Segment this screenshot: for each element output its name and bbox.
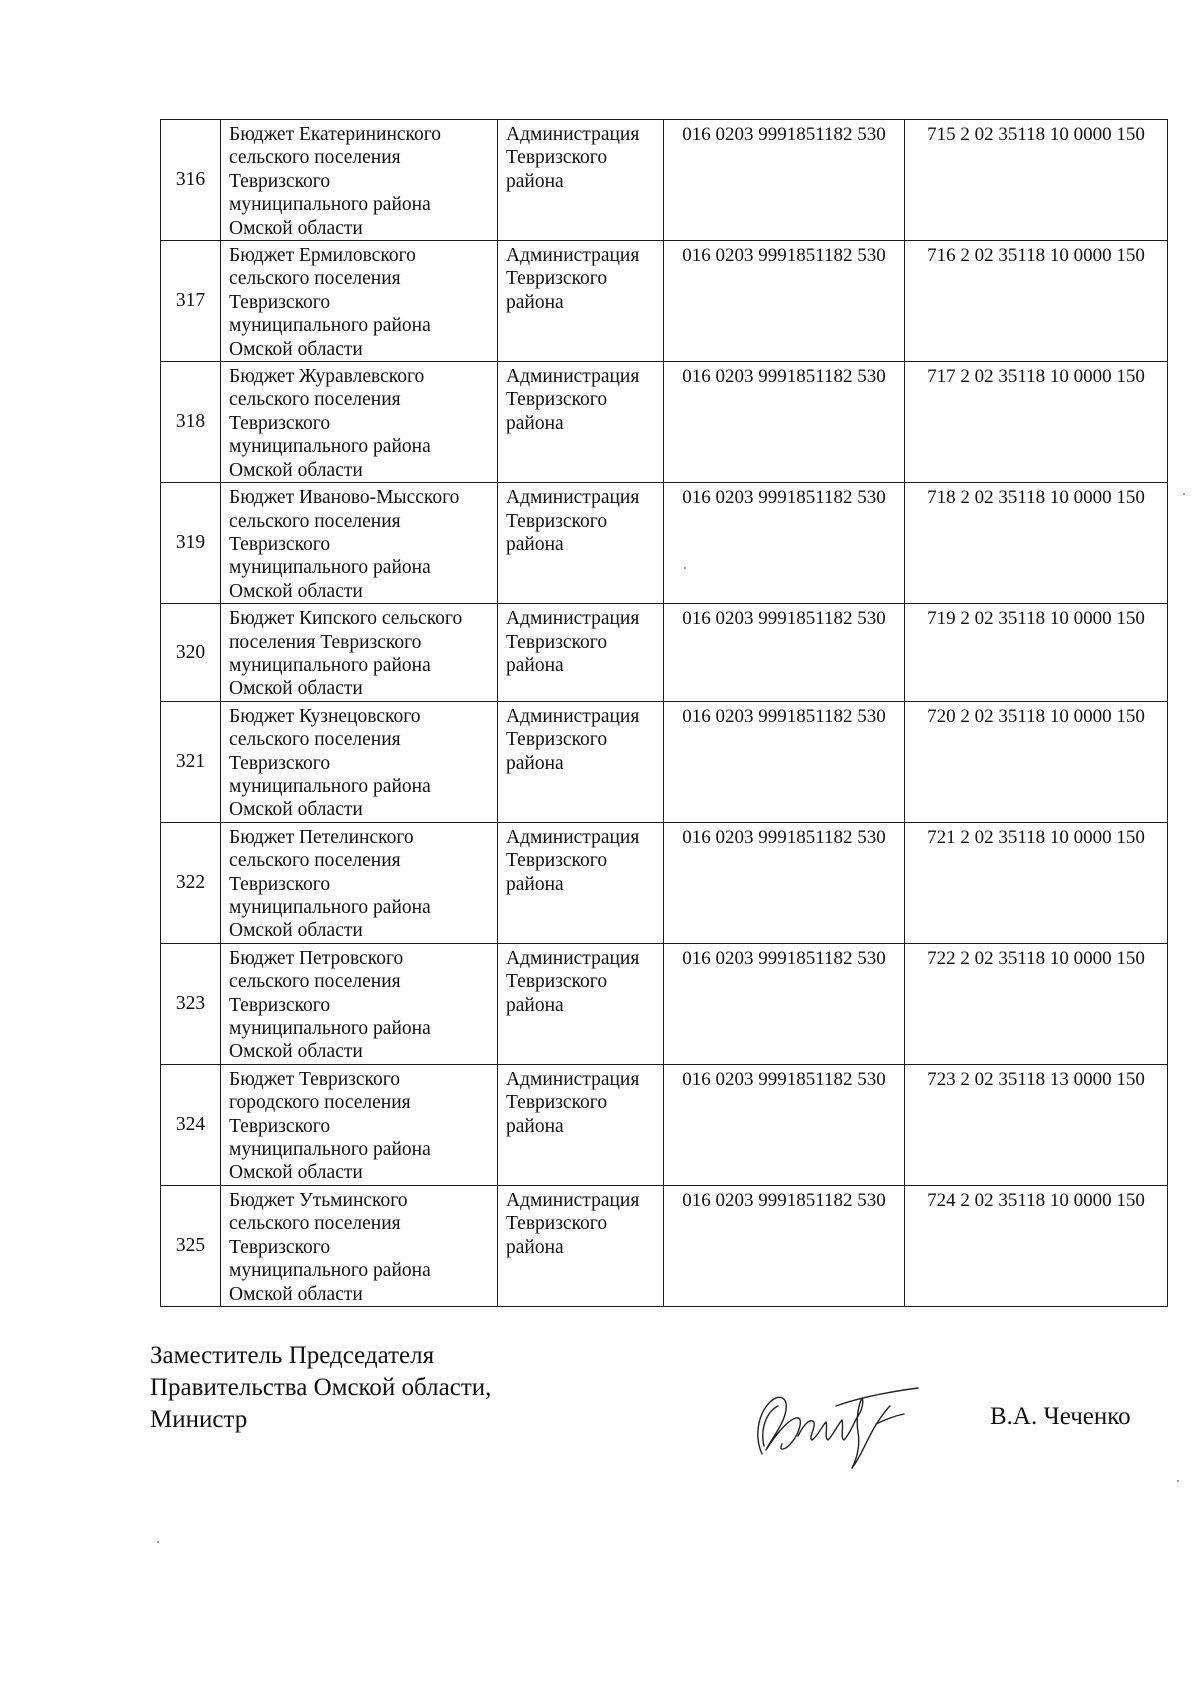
budget-name-line: Бюджет Ермиловского bbox=[229, 245, 416, 267]
budget-name-line: поселения Тевризского bbox=[229, 631, 422, 653]
signatory-name: В.А. Чеченко bbox=[990, 1403, 1131, 1430]
administrator-cell bbox=[498, 943, 664, 1064]
table-row bbox=[161, 604, 1168, 702]
administrator-line: Тевризского bbox=[506, 268, 608, 290]
scan-speck bbox=[157, 1541, 159, 1543]
administrator-line: района bbox=[506, 994, 564, 1016]
administrator-line: Тевризского bbox=[506, 971, 608, 993]
scan-speck bbox=[1183, 493, 1185, 495]
budget-name-line: сельского поселения bbox=[229, 389, 401, 411]
budget-name-cell bbox=[221, 604, 498, 702]
administrator-line: района bbox=[506, 533, 564, 555]
row-number: 320 bbox=[161, 604, 221, 702]
administrator-line: района bbox=[506, 170, 564, 192]
administrator-line: района bbox=[506, 1236, 564, 1258]
row-number: 319 bbox=[161, 483, 221, 604]
administrator-cell bbox=[498, 822, 664, 943]
row-number: 321 bbox=[161, 701, 221, 822]
signatory-title-line: Правительства Омской области, bbox=[150, 1374, 492, 1401]
budget-name-line: муниципального района bbox=[229, 775, 431, 797]
administrator-line: Тевризского bbox=[506, 850, 608, 872]
revenue-code-cell: 716 2 02 35118 10 0000 150 bbox=[905, 241, 1168, 362]
table-row bbox=[161, 943, 1168, 1064]
budget-name-line: сельского поселения bbox=[229, 729, 401, 751]
administrator-line: района bbox=[506, 1115, 564, 1137]
budget-name-line: Тевризского bbox=[229, 170, 331, 192]
revenue-code-cell: 721 2 02 35118 10 0000 150 bbox=[905, 822, 1168, 943]
row-number: 317 bbox=[161, 241, 221, 362]
budget-name-line: муниципального района bbox=[229, 1018, 431, 1040]
budget-name-line: Омской области bbox=[229, 1162, 363, 1184]
row-number: 324 bbox=[161, 1064, 221, 1185]
row-number: 318 bbox=[161, 362, 221, 483]
table-row bbox=[161, 701, 1168, 822]
administrator-line: Администрация bbox=[506, 826, 640, 848]
administrator-line: Администрация bbox=[506, 947, 640, 969]
table-row bbox=[161, 241, 1168, 362]
budget-name-line: муниципального района bbox=[229, 654, 431, 676]
handwritten-signature bbox=[748, 1376, 938, 1476]
administrator-line: Тевризского bbox=[506, 389, 608, 411]
table-row bbox=[161, 483, 1168, 604]
revenue-code-cell: 715 2 02 35118 10 0000 150 bbox=[905, 120, 1168, 241]
signatory-title-line: Заместитель Председателя bbox=[150, 1342, 435, 1369]
budget-name-line: Тевризского bbox=[229, 1115, 331, 1137]
table-row bbox=[161, 1185, 1168, 1306]
administrator-line: района bbox=[506, 873, 564, 895]
signatory-title bbox=[150, 1340, 491, 1436]
administrator-cell bbox=[498, 120, 664, 241]
administrator-cell bbox=[498, 604, 664, 702]
administrator-cell bbox=[498, 1064, 664, 1185]
revenue-code-cell: 718 2 02 35118 10 0000 150 bbox=[905, 483, 1168, 604]
budget-name-line: сельского поселения bbox=[229, 147, 401, 169]
budget-name-line: Бюджет Петелинского bbox=[229, 826, 414, 848]
administrator-line: Тевризского bbox=[506, 510, 608, 532]
row-number: 323 bbox=[161, 943, 221, 1064]
scan-speck bbox=[684, 567, 686, 569]
budget-name-cell bbox=[221, 1185, 498, 1306]
administrator-cell bbox=[498, 362, 664, 483]
expense-code-cell: 016 0203 9991851182 530 bbox=[664, 604, 905, 702]
budget-name-line: муниципального района bbox=[229, 194, 431, 216]
budget-name-line: Бюджет Утьминского bbox=[229, 1189, 408, 1211]
budget-name-line: Бюджет Екатерининского bbox=[229, 124, 442, 145]
administrator-line: Администрация bbox=[506, 366, 640, 388]
budget-name-line: Омской области bbox=[229, 217, 363, 239]
budget-name-line: Тевризского bbox=[229, 873, 331, 895]
administrator-line: района bbox=[506, 412, 564, 434]
expense-code-cell: 016 0203 9991851182 530 bbox=[664, 701, 905, 822]
budget-name-line: муниципального района bbox=[229, 557, 431, 579]
expense-code-cell: 016 0203 9991851182 530 bbox=[664, 120, 905, 241]
budget-name-line: Бюджет Журавлевского bbox=[229, 366, 425, 388]
budget-name-line: Бюджет Тевризского bbox=[229, 1068, 401, 1090]
revenue-code-cell: 724 2 02 35118 10 0000 150 bbox=[905, 1185, 1168, 1306]
table-row bbox=[161, 1064, 1168, 1185]
administrator-line: Тевризского bbox=[506, 1092, 608, 1114]
budget-name-cell bbox=[221, 1064, 498, 1185]
administrator-line: Администрация bbox=[506, 608, 640, 630]
budget-name-cell bbox=[221, 701, 498, 822]
budget-name-line: Омской области bbox=[229, 1041, 363, 1063]
administrator-cell bbox=[498, 241, 664, 362]
table-body bbox=[161, 120, 1168, 1307]
administrator-line: Тевризского bbox=[506, 631, 608, 653]
budget-name-line: Омской области bbox=[229, 1283, 363, 1305]
revenue-code-cell: 723 2 02 35118 13 0000 150 bbox=[905, 1064, 1168, 1185]
expense-code-cell: 016 0203 9991851182 530 bbox=[664, 1064, 905, 1185]
administrator-line: Администрация bbox=[506, 245, 640, 267]
revenue-code-cell: 717 2 02 35118 10 0000 150 bbox=[905, 362, 1168, 483]
administrator-cell bbox=[498, 483, 664, 604]
table-row bbox=[161, 120, 1168, 241]
expense-code-cell: 016 0203 9991851182 530 bbox=[664, 241, 905, 362]
budget-name-line: Омской области bbox=[229, 920, 363, 942]
budget-name-line: сельского поселения bbox=[229, 850, 401, 872]
budget-name-line: Тевризского bbox=[229, 1236, 331, 1258]
administrator-cell bbox=[498, 1185, 664, 1306]
revenue-code-cell: 720 2 02 35118 10 0000 150 bbox=[905, 701, 1168, 822]
budget-name-line: сельского поселения bbox=[229, 1213, 401, 1235]
row-number: 325 bbox=[161, 1185, 221, 1306]
budget-name-line: Омской области bbox=[229, 799, 363, 821]
budget-name-line: Бюджет Иваново-Мысского bbox=[229, 487, 460, 509]
budget-name-cell bbox=[221, 943, 498, 1064]
budget-name-line: Бюджет Петровского bbox=[229, 947, 404, 969]
table-row bbox=[161, 362, 1168, 483]
expense-code-cell: 016 0203 9991851182 530 bbox=[664, 1185, 905, 1306]
administrator-line: Администрация bbox=[506, 705, 640, 727]
budget-name-cell bbox=[221, 120, 498, 241]
budget-name-line: сельского поселения bbox=[229, 268, 401, 290]
expense-code-cell: 016 0203 9991851182 530 bbox=[664, 362, 905, 483]
administrator-line: Администрация bbox=[506, 487, 640, 509]
administrator-line: района bbox=[506, 291, 564, 313]
budget-name-line: Омской области bbox=[229, 338, 363, 360]
expense-code-cell: 016 0203 9991851182 530 bbox=[664, 943, 905, 1064]
budget-name-line: сельского поселения bbox=[229, 510, 401, 532]
budget-name-line: Бюджет Кузнецовского bbox=[229, 705, 421, 727]
administrator-line: района bbox=[506, 752, 564, 774]
row-number: 322 bbox=[161, 822, 221, 943]
budget-name-line: Омской области bbox=[229, 678, 363, 700]
budget-name-line: Омской области bbox=[229, 580, 363, 602]
administrator-line: Администрация bbox=[506, 1189, 640, 1211]
administrator-line: Администрация bbox=[506, 124, 640, 145]
scan-speck bbox=[1177, 1480, 1179, 1482]
budget-name-line: муниципального района bbox=[229, 1260, 431, 1282]
row-number: 316 bbox=[161, 120, 221, 241]
budget-name-line: Тевризского bbox=[229, 291, 331, 313]
administrator-line: района bbox=[506, 654, 564, 676]
administrator-line: Тевризского bbox=[506, 147, 608, 169]
budget-name-line: Омской области bbox=[229, 459, 363, 481]
budget-table bbox=[160, 119, 1168, 1307]
budget-name-cell bbox=[221, 483, 498, 604]
expense-code-cell: 016 0203 9991851182 530 bbox=[664, 483, 905, 604]
budget-name-line: Тевризского bbox=[229, 412, 331, 434]
budget-name-cell bbox=[221, 822, 498, 943]
budget-name-line: Тевризского bbox=[229, 752, 331, 774]
budget-name-line: Тевризского bbox=[229, 994, 331, 1016]
revenue-code-cell: 719 2 02 35118 10 0000 150 bbox=[905, 604, 1168, 702]
budget-name-cell bbox=[221, 362, 498, 483]
budget-name-line: Тевризского bbox=[229, 533, 331, 555]
budget-name-line: муниципального района bbox=[229, 315, 431, 337]
budget-name-line: муниципального района bbox=[229, 897, 431, 918]
expense-code-cell: 016 0203 9991851182 530 bbox=[664, 822, 905, 943]
budget-name-line: Бюджет Кипского сельского bbox=[229, 608, 463, 630]
budget-name-line: муниципального района bbox=[229, 1139, 431, 1161]
table-row bbox=[161, 822, 1168, 943]
administrator-line: Тевризского bbox=[506, 1213, 608, 1235]
signatory-title-line: Министр bbox=[150, 1406, 248, 1433]
administrator-cell bbox=[498, 701, 664, 822]
administrator-line: Администрация bbox=[506, 1068, 640, 1090]
budget-name-line: сельского поселения bbox=[229, 971, 401, 993]
budget-name-line: городского поселения bbox=[229, 1092, 411, 1114]
budget-name-line: муниципального района bbox=[229, 436, 431, 458]
budget-name-cell bbox=[221, 241, 498, 362]
revenue-code-cell: 722 2 02 35118 10 0000 150 bbox=[905, 943, 1168, 1064]
administrator-line: Тевризского bbox=[506, 729, 608, 751]
